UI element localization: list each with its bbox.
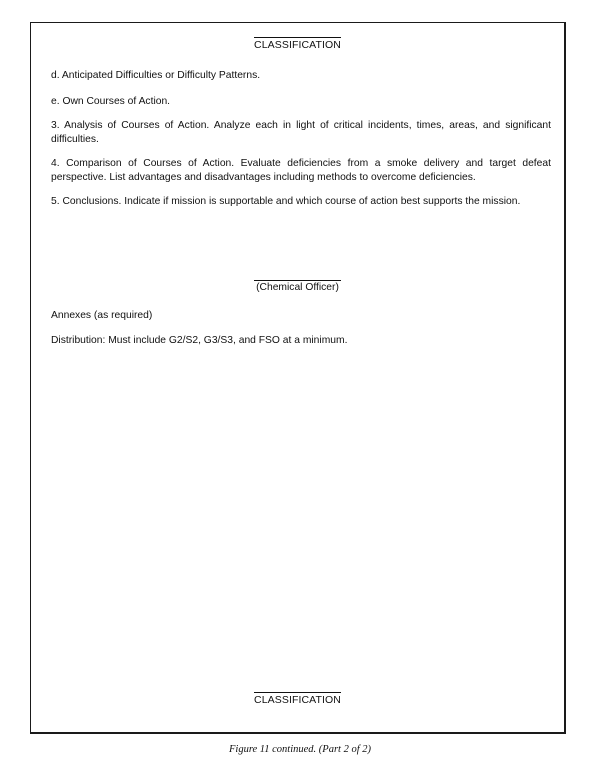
paragraph-comparison-of-courses: 4. Comparison of Courses of Action. Evaluate deficiencies from a smoke delivery and target defeat perspective. List advantages and disadvantages including methods to overcome deficiencies. [51, 158, 551, 183]
paragraph-anticipated-difficulties: d. Anticipated Difficulties or Difficulty Patterns. [51, 70, 261, 81]
paragraph-own-courses-of-action: e. Own Courses of Action. [51, 96, 171, 107]
classification-footer [31, 694, 564, 706]
figure-caption: Figure 11 continued. (Part 2 of 2) [228, 744, 372, 755]
paragraph-analysis-of-courses: 3. Analysis of Courses of Action. Analyze each in light of critical incidents, times, areas, and significant difficulties. [51, 120, 551, 145]
document-page [30, 22, 566, 734]
annexes-line: Annexes (as required) [51, 310, 153, 321]
classification-footer-text: CLASSIFICATION [254, 694, 341, 706]
signature-line-label: (Chemical Officer) [256, 282, 339, 293]
classification-header-text: CLASSIFICATION [254, 39, 341, 51]
paragraph-conclusions: 5. Conclusions. Indicate if mission is supportable and which course of action best supports the mission. [51, 196, 521, 207]
signature-block [31, 282, 564, 293]
distribution-line: Distribution: Must include G2/S2, G3/S3, and FSO at a minimum. [51, 335, 348, 346]
classification-header [31, 39, 564, 51]
